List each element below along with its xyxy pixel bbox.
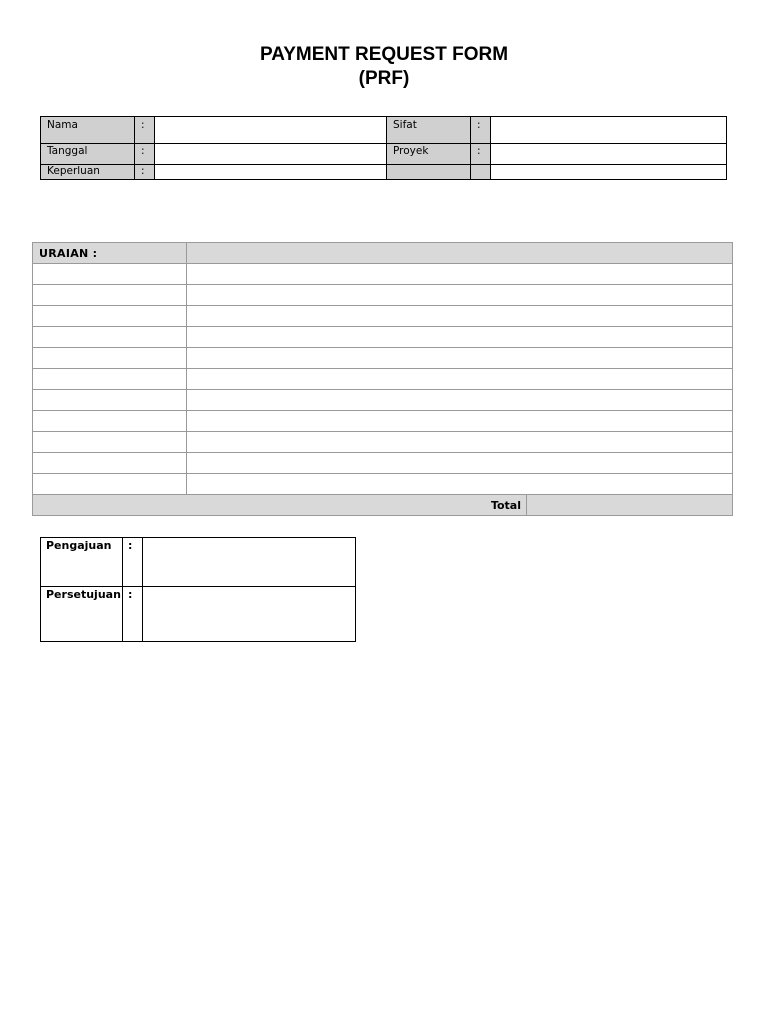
- info-label-keperluan: Keperluan: [41, 165, 135, 180]
- uraian-desc-cell[interactable]: [187, 411, 733, 432]
- empty-label-cell: [387, 165, 471, 180]
- pengajuan-label: Pengajuan: [41, 538, 123, 587]
- separator: :: [471, 144, 491, 165]
- empty-value-cell[interactable]: [491, 165, 727, 180]
- info-label-proyek: Proyek: [387, 144, 471, 165]
- uraian-desc-cell[interactable]: [187, 306, 733, 327]
- table-row: [33, 369, 733, 390]
- uraian-item-cell[interactable]: [33, 327, 187, 348]
- uraian-item-cell[interactable]: [33, 264, 187, 285]
- total-row: [33, 495, 733, 516]
- total-label: Total: [33, 495, 527, 516]
- uraian-item-cell[interactable]: [33, 432, 187, 453]
- uraian-header-label: URAIAN :: [33, 243, 187, 264]
- uraian-desc-cell[interactable]: [187, 369, 733, 390]
- persetujuan-label: Persetujuan: [41, 587, 123, 642]
- keperluan-field[interactable]: [155, 165, 387, 180]
- approval-row: [41, 538, 356, 587]
- table-row: [33, 432, 733, 453]
- separator: :: [123, 587, 143, 642]
- uraian-item-cell[interactable]: [33, 369, 187, 390]
- empty-separator-cell: [471, 165, 491, 180]
- table-row: [33, 306, 733, 327]
- form-subtitle: (PRF): [358, 68, 410, 89]
- info-row: [41, 117, 727, 144]
- table-row: [33, 327, 733, 348]
- pengajuan-field[interactable]: [143, 538, 356, 587]
- uraian-desc-cell[interactable]: [187, 432, 733, 453]
- separator: :: [135, 117, 155, 144]
- separator: :: [123, 538, 143, 587]
- uraian-desc-cell[interactable]: [187, 474, 733, 495]
- info-label-tanggal: Tanggal: [41, 144, 135, 165]
- uraian-item-cell[interactable]: [33, 411, 187, 432]
- table-row: [33, 474, 733, 495]
- table-row: [33, 285, 733, 306]
- separator: :: [135, 165, 155, 180]
- info-table: [40, 116, 727, 180]
- uraian-item-cell[interactable]: [33, 453, 187, 474]
- uraian-item-cell[interactable]: [33, 306, 187, 327]
- total-value-field[interactable]: [527, 495, 733, 516]
- table-row: [33, 411, 733, 432]
- table-row: [33, 453, 733, 474]
- sifat-field[interactable]: [491, 117, 727, 144]
- uraian-desc-cell[interactable]: [187, 348, 733, 369]
- form-title: PAYMENT REQUEST FORM: [259, 44, 509, 65]
- uraian-desc-cell[interactable]: [187, 390, 733, 411]
- separator: :: [135, 144, 155, 165]
- table-row: [33, 264, 733, 285]
- uraian-item-cell[interactable]: [33, 348, 187, 369]
- uraian-header-row: [33, 243, 733, 264]
- info-label-nama: Nama: [41, 117, 135, 144]
- proyek-field[interactable]: [491, 144, 727, 165]
- table-row: [33, 348, 733, 369]
- persetujuan-field[interactable]: [143, 587, 356, 642]
- info-row: [41, 144, 727, 165]
- uraian-item-cell[interactable]: [33, 390, 187, 411]
- uraian-item-cell[interactable]: [33, 285, 187, 306]
- tanggal-field[interactable]: [155, 144, 387, 165]
- uraian-desc-cell[interactable]: [187, 453, 733, 474]
- uraian-table: [32, 242, 733, 516]
- approval-table: [40, 537, 356, 642]
- info-row: [41, 165, 727, 180]
- separator: :: [471, 117, 491, 144]
- uraian-desc-cell[interactable]: [187, 264, 733, 285]
- uraian-desc-cell[interactable]: [187, 327, 733, 348]
- uraian-header-blank: [187, 243, 733, 264]
- info-label-sifat: Sifat: [387, 117, 471, 144]
- approval-row: [41, 587, 356, 642]
- table-row: [33, 390, 733, 411]
- uraian-item-cell[interactable]: [33, 474, 187, 495]
- nama-field[interactable]: [155, 117, 387, 144]
- uraian-desc-cell[interactable]: [187, 285, 733, 306]
